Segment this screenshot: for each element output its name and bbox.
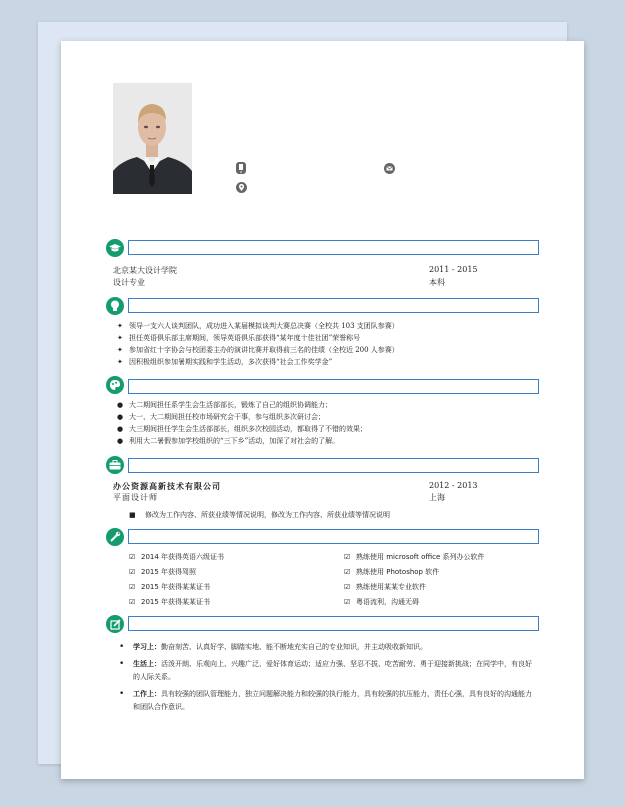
list-item: ● 大二期间担任系学生会生活部部长，锻炼了自己的组织协调能力； [117, 401, 332, 409]
skill-item: ☑ 熟练使用 Photoshop 软件 [344, 568, 440, 576]
work-description: ■ 修改为工作内容、所获业绩等情况说明，修改为工作内容、所获业绩等情况说明 [129, 511, 390, 519]
cert-item: ☑ 2015 年获得驾照 [129, 568, 197, 576]
campus-list [113, 399, 367, 447]
list-item: ● 大一、大二期间担任校市场研究会干事，参与组织多次研讨会； [117, 413, 325, 421]
honors-list [113, 320, 399, 368]
profile-photo [113, 83, 192, 194]
graduation-cap-icon [106, 239, 124, 257]
skill-item: ☑ 粤语流利，沟通无碍 [344, 598, 419, 606]
list-item: ✦ 因积极组织参加暑期实践和学生活动，多次获得“社会工作奖学金” [117, 358, 333, 366]
edit-icon [106, 615, 124, 633]
location-icon [236, 178, 246, 190]
skill-item: ☑ 熟练使用某某专业软件 [344, 583, 426, 591]
list-item: ● 大三期间担任学生会生活部部长，组织多次校园活动，都取得了不错的效果； [117, 425, 367, 433]
job-position: 平面设计师 [113, 493, 158, 502]
tools-icon [106, 528, 124, 546]
company-name: 办公资源高新技术有限公司 [113, 481, 221, 491]
major: 设计专业 [113, 278, 145, 287]
work-city: 上海 [429, 493, 445, 502]
work-years: 2012 - 2013 [429, 481, 478, 490]
section-title-education [128, 240, 539, 255]
list-item: • 学习上：勤奋刻苦、认真好学、脚踏实地、能不断地充实自己的专业知识，并主动吸收新知识。 [113, 641, 533, 654]
cert-item: ☑ 2015 年获得某某证书 [129, 583, 211, 591]
skill-item: ☑ 熟练使用 microsoft office 系列办公软件 [344, 553, 485, 561]
degree: 本科 [429, 278, 445, 287]
list-item: • 工作上：具有较强的团队管理能力，独立问题解决能力和较强的执行能力，具有较强的抗压能力，责任心强，具有良好的沟通能力和团队合作意识。 [113, 688, 533, 714]
cert-item: ☑ 2015 年获得某某证书 [129, 598, 211, 606]
section-title-summary [128, 616, 539, 631]
list-item: • 生活上：活泼开朗、乐观向上、兴趣广泛、爱好体育运动；适应力强、坚忍不拔、吃苦耐劳、勇于迎接新挑战；在同学中，有良好的人际关系。 [113, 658, 533, 684]
list-item: ✦ 领导一支六人谈判团队，成功进入某届模拟谈判大赛总决赛（全校共 103 支团队参赛） [117, 322, 399, 330]
list-item: ✦ 担任英语俱乐部主席期间，领导英语俱乐部获得“某年度十佳社团”荣誉称号 [117, 334, 361, 342]
education-years: 2011 - 2015 [429, 265, 478, 274]
email-icon [384, 159, 394, 171]
list-item: ✦ 参加省红十字协会与校团委主办的演讲比赛并取得前三名的佳绩（全校近 200 人参赛） [117, 346, 399, 354]
briefcase-icon [106, 456, 124, 474]
palette-icon [106, 376, 124, 394]
phone-icon [236, 159, 246, 171]
section-title-certs [128, 529, 539, 544]
summary-list [113, 641, 533, 718]
section-title-honors [128, 298, 539, 313]
resume-page [61, 41, 584, 779]
section-title-work [128, 458, 539, 473]
school-name: 北京某大设计学院 [113, 266, 177, 275]
cert-item: ☑ 2014 年获得英语六级证书 [129, 553, 225, 561]
list-item: ● 利用大二暑假参加学校组织的“三下乡”活动，加深了对社会的了解。 [117, 437, 340, 445]
lightbulb-icon [106, 297, 124, 315]
section-title-campus [128, 379, 539, 394]
